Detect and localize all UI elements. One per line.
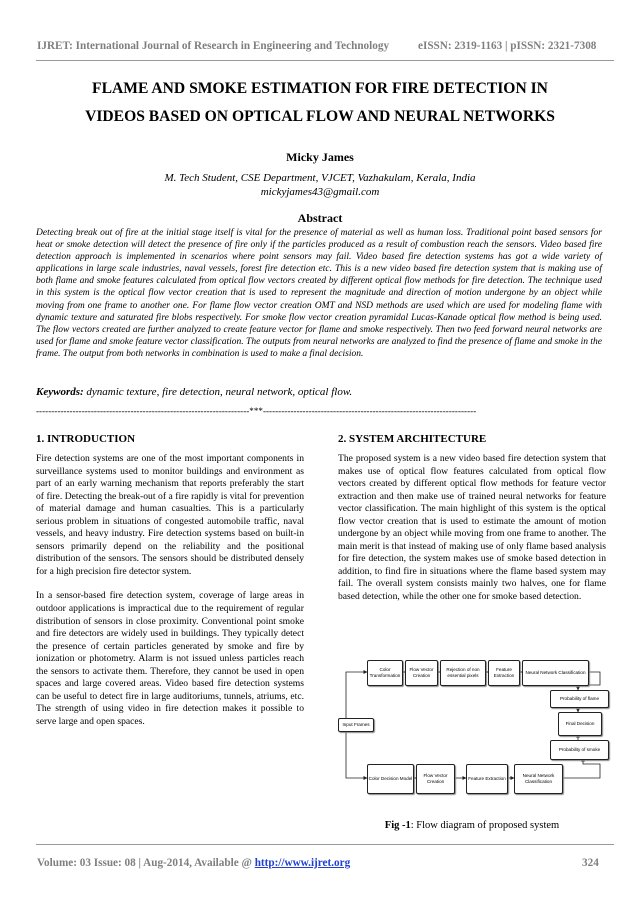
figure-caption-text: : Flow diagram of proposed system (410, 820, 560, 831)
footer-rule (36, 844, 614, 845)
section-2-body (338, 453, 606, 616)
node-neural-network-top: Neural Network Classification (522, 660, 589, 686)
footer-link[interactable]: http://www.ijret.org (254, 857, 351, 869)
section-1-paragraph-1: Fire detection systems are one of the most important components in surveillance systems used to monitor buildings and environment as part of an early warning mechanism that reports preferably the start of fire. Detecting the break-out of a fire rapidly is vital for prevention of material damage and human casualties. This is a particularly serious problem in situations of congested automobile traffic, naval vessels, and heavy industry. Fire detection systems based on built-in sensors primarily depend on the reliability and the positional distribution of the sensors. The sensors should be distributed densely for a high precision fire detector system. (36, 453, 304, 577)
node-input-frames: Input Frames (338, 718, 374, 732)
section-1-body (36, 453, 304, 740)
paper-title-line-1: FLAME AND SMOKE ESTIMATION FOR FIRE DETECTION IN (92, 80, 548, 97)
node-feature-extraction-bottom: Feature Extraction (466, 764, 508, 794)
node-neural-network-bottom: Neural Network Classification (514, 764, 563, 794)
node-probability-smoke: Probability of smoke (550, 740, 609, 760)
flow-diagram (338, 650, 608, 810)
journal-header: IJRET: International Journal of Research in Engineering and Technology (37, 40, 390, 52)
node-final-decision: Final Decision (558, 712, 602, 736)
node-probability-flame: Probability of flame (550, 690, 609, 708)
node-color-decision-model: Color Decision Model (367, 764, 414, 794)
header-rule (36, 60, 614, 61)
footer-volume (37, 857, 350, 869)
keywords-text: dynamic texture, fire detection, neural network, optical flow. (83, 386, 353, 398)
figure-caption (338, 820, 606, 831)
paper-title-line-2: VIDEOS BASED ON OPTICAL FLOW AND NEURAL NETWORKS (85, 108, 555, 125)
keywords (36, 386, 352, 398)
node-flow-vector-creation-bottom: Flow Vector Creation (416, 764, 455, 794)
node-flow-vector-creation-top: Flow Vector Creation (405, 660, 438, 686)
page-number: 324 (582, 857, 599, 869)
keywords-label: Keywords: (36, 386, 84, 398)
section-2-heading: 2. SYSTEM ARCHITECTURE (338, 433, 487, 445)
node-feature-extraction-top: Feature Extraction (488, 660, 520, 686)
section-1-paragraph-2: In a sensor-based fire detection system, coverage of large areas in outdoor applications is impractical due to the requirement of regular distribution of sensors in close proximity. Conventional point smoke and fire detectors are widely used in buildings. They typically detect the presence of certain particles generated by smoke and fire by ionization or photometry. Alarm is not issued unless particles reach the sensors to activate them. Therefore, they cannot be used in open spaces and large covered areas. Video based fire detection systems can be useful to detect fire in large auditoriums, tunnels, atriums, etc. The strength of using video in fire detection makes it possible to serve large and open spaces. (36, 590, 304, 727)
node-rejection-non-essential: Rejection of non essential pixels (440, 660, 486, 686)
footer-text: Volume: 03 Issue: 08 | Aug-2014, Available @ (37, 857, 255, 869)
section-1-heading: 1. INTRODUCTION (36, 433, 136, 445)
author-name: Micky James (286, 150, 354, 164)
abstract-text: Detecting break out of fire at the initial stage itself is vital for the presence of material as well as human loss. Traditional point based sensors for heat or smoke detection will detect the presence of fire only if the particles produced as a result of combustion reach the sensors. Video based fire detection approach is implemented in scenarios where point sensors may fail. Video based fire detection systems has got a wide variety of applications in large scale industries, naval vessels, forest fire detection etc. This is a new video based fire detection system that is making use of both flame and smoke features calculated from optical flow vectors created by different optical flow methods for fire detection. The technique used in this system is the optical flow vector creation that is used to represent the magnitude and direction of motion undergone by an object while moving from one frame to another one. For flame flow vector creation OMT and NSD methods are used which are used for modeling flame with dynamic texture and saturated fire blobs respectively. For smoke flow vector creation pyramidal Lucas-Kanade optical flow method is being used. The flow vectors created are further analyzed to create feature vector for flame and smoke respectively. Then two feed forward neural networks are used for flame and smoke feature vector classification. The outputs from neural networks are analyzed to find the presence of flame and smoke in the frame. The output from both networks in combination is used to make a final decision. (36, 228, 602, 359)
figure-label: Fig -1 (384, 820, 411, 831)
separator-line: ----------------------------------------------------------------------***---------------------------------------------------------------------- (36, 406, 477, 416)
section-2-paragraph-1: The proposed system is a new video based fire detection system that makes use of optical flow features calculated from optical flow vectors created by different optical flow methods for feature vector extraction and then make use of trained neural networks for feature vector classification. The main highlight of this system is the optical flow vector creation that is used to estimate the amount of motion undergone by an object while moving from one frame to another. The main merit is that instead of making use of only flame based analysis for fire detection, the system makes use of smoke based detection in addition, to find fire in situations where the flame based system may fail. The overall system consists mainly two halves, one for flame based detection, while the other one for smoke based detection. (338, 453, 606, 603)
issn-header: eISSN: 2319-1163 | pISSN: 2321-7308 (418, 40, 597, 52)
author-affiliation: M. Tech Student, CSE Department, VJCET, Vazhakulam, Kerala, India (164, 172, 476, 184)
node-color-transformation: Color Transformation (367, 660, 403, 686)
author-email: mickyjames43@gmail.com (260, 186, 380, 198)
abstract-heading: Abstract (297, 211, 343, 225)
